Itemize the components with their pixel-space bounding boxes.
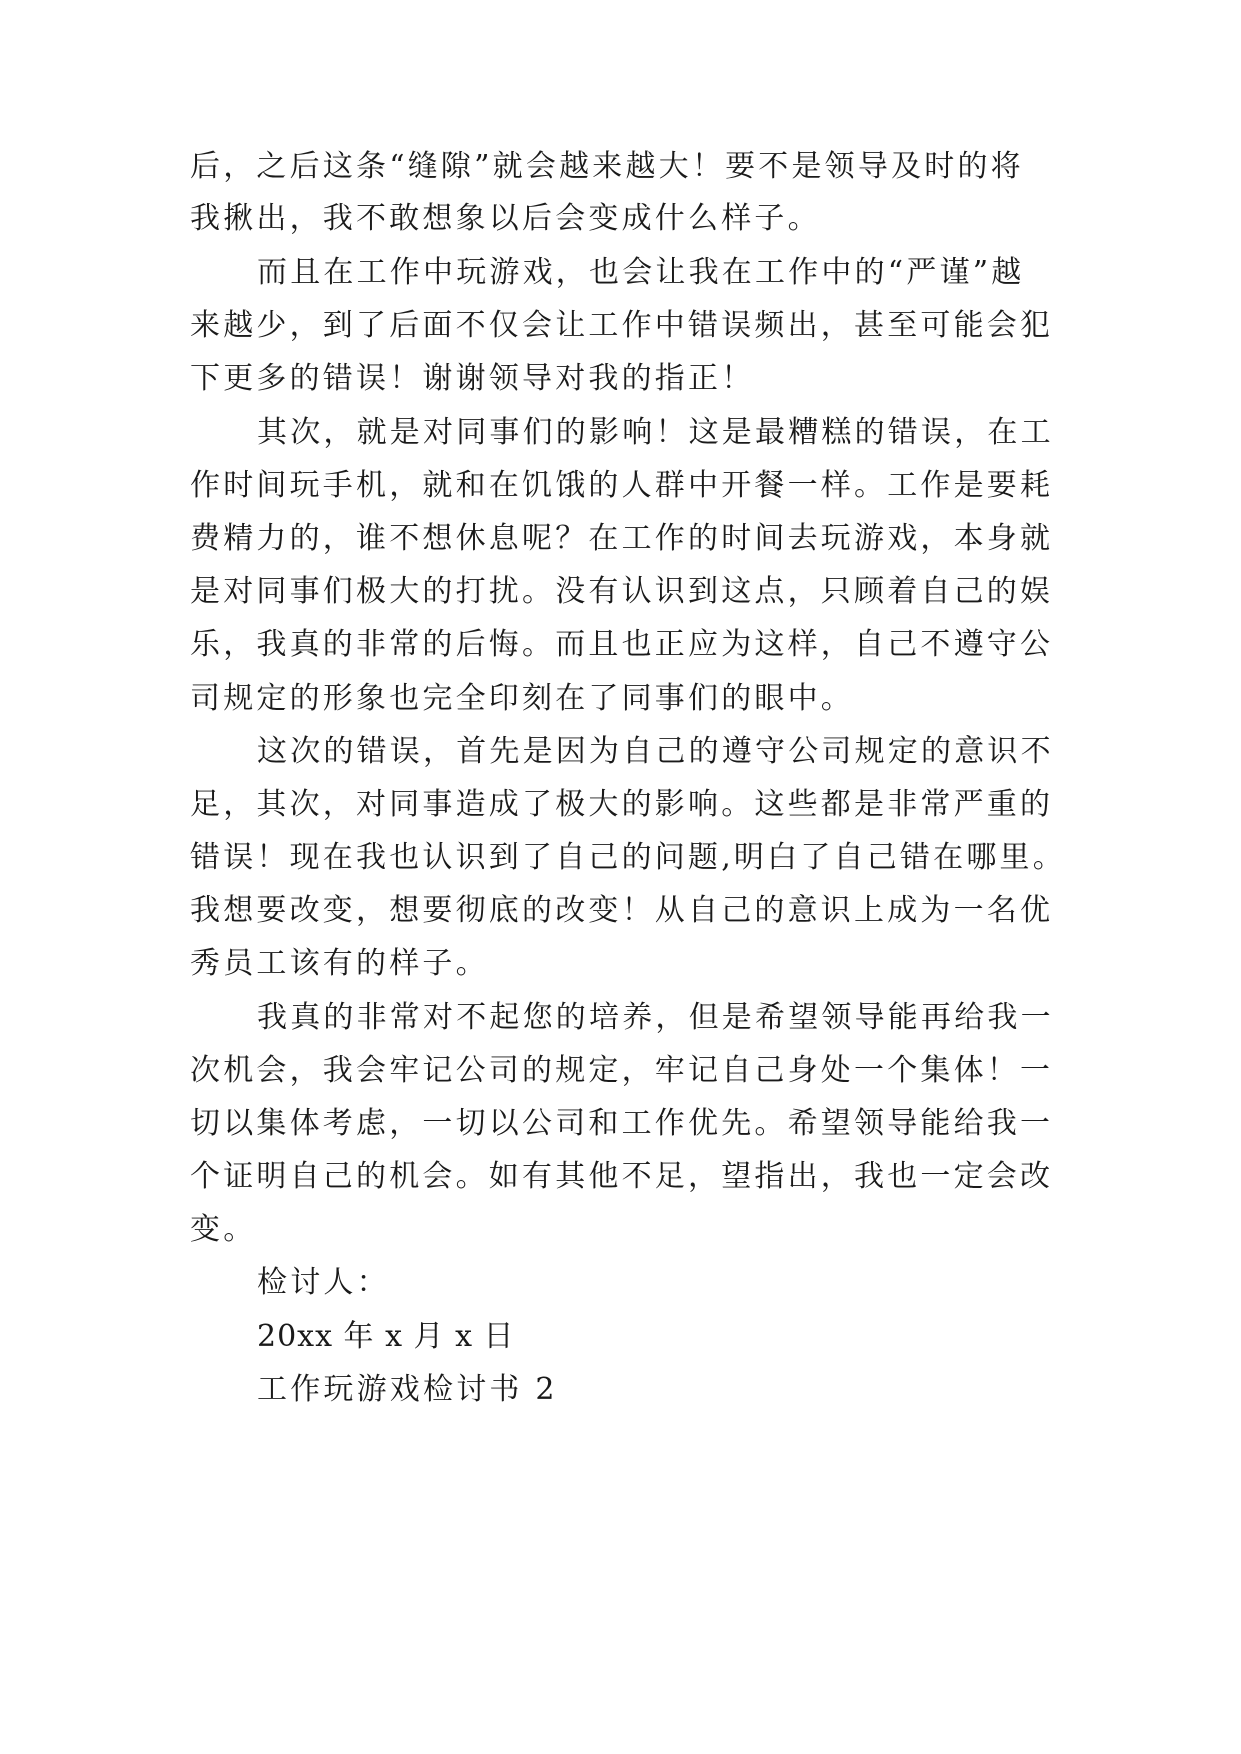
text-line: 作时间玩手机，就和在饥饿的人群中开餐一样。工作是要耗 xyxy=(190,468,1054,503)
paragraph-start-line: 而且在工作中玩游戏，也会让我在工作中的“严谨”越 xyxy=(257,255,1025,290)
text-line: 次机会，我会牢记公司的规定，牢记自己身处一个集体！一 xyxy=(190,1053,1054,1088)
text-line: 乐，我真的非常的后悔。而且也正应为这样，自己不遵守公 xyxy=(190,627,1054,662)
text-line: 司规定的形象也完全印刻在了同事们的眼中。 xyxy=(190,681,854,716)
signature-label: 检讨人： xyxy=(257,1265,390,1300)
paragraph-start-line: 这次的错误，首先是因为自己的遵守公司规定的意识不 xyxy=(257,734,1054,769)
next-section-heading: 工作玩游戏检讨书 2 xyxy=(257,1372,558,1407)
text-line: 足，其次，对同事造成了极大的影响。这些都是非常严重的 xyxy=(190,787,1054,822)
text-line: 来越少，到了后面不仅会让工作中错误频出，甚至可能会犯 xyxy=(190,308,1054,343)
text-line: 我想要改变，想要彻底的改变！从自己的意识上成为一名优 xyxy=(190,893,1054,928)
text-line: 错误！现在我也认识到了自己的问题,明白了自己错在哪里。 xyxy=(190,840,1066,875)
text-line: 秀员工该有的样子。 xyxy=(190,946,489,981)
signature-date: 20xx 年 x 月 x 日 xyxy=(257,1319,515,1354)
text-line: 变。 xyxy=(190,1212,257,1247)
text-line: 是对同事们极大的打扰。没有认识到这点，只顾着自己的娱 xyxy=(190,574,1054,609)
text-line: 下更多的错误！谢谢领导对我的指正！ xyxy=(190,361,755,396)
text-line: 切以集体考虑，一切以公司和工作优先。希望领导能给我一 xyxy=(190,1106,1054,1141)
paragraph-start-line: 其次，就是对同事们的影响！这是最糟糕的错误，在工 xyxy=(257,415,1054,450)
text-line: 费精力的，谁不想休息呢？在工作的时间去玩游戏，本身就 xyxy=(190,521,1054,556)
text-line: 后，之后这条“缝隙”就会越来越大！要不是领导及时的将 xyxy=(190,149,1024,184)
text-line: 个证明自己的机会。如有其他不足，望指出，我也一定会改 xyxy=(190,1159,1054,1194)
paragraph-start-line: 我真的非常对不起您的培养，但是希望领导能再给我一 xyxy=(257,1000,1054,1035)
text-line: 我揪出，我不敢想象以后会变成什么样子。 xyxy=(190,201,821,236)
